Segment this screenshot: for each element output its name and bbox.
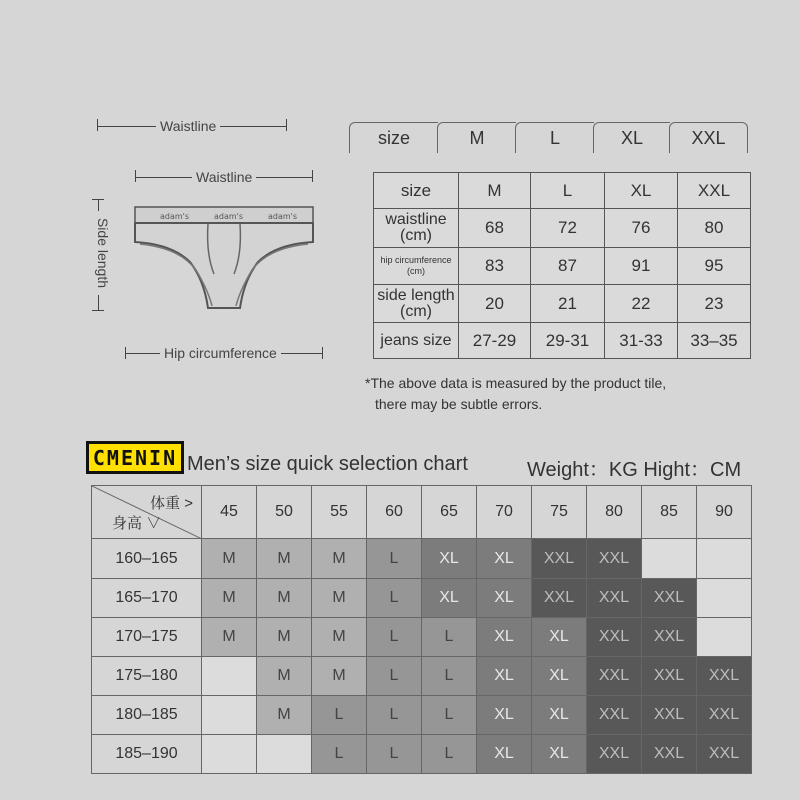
size-cell: M — [257, 657, 312, 696]
height-range-cell: 165–170 — [92, 579, 202, 618]
size-cell: XL — [532, 735, 587, 774]
empty-cell — [697, 618, 752, 657]
header-cell: M — [459, 173, 531, 209]
size-cell: XXL — [697, 696, 752, 735]
dim-tick — [97, 119, 98, 131]
table-row — [92, 657, 752, 696]
size-cell: XXL — [532, 539, 587, 579]
weight-header-cell: 85 — [642, 486, 697, 539]
size-cell: XXL — [587, 579, 642, 618]
row-label-line1: jeans size — [380, 331, 452, 349]
chart-title: Men’s size quick selection chart — [187, 453, 468, 475]
row-label-line2: (cm) — [400, 227, 432, 244]
weight-header-cell: 70 — [477, 486, 532, 539]
dim-tick — [312, 170, 313, 182]
tab-xl: XL — [593, 122, 670, 153]
weight-header-cell: 80 — [587, 486, 642, 539]
size-cell: XXL — [697, 657, 752, 696]
empty-cell — [697, 539, 752, 579]
value-cell: 72 — [531, 209, 605, 248]
dim-tick — [286, 119, 287, 131]
tab-size: size — [349, 122, 438, 153]
row-label-line2: (cm) — [407, 266, 425, 276]
height-range-cell: 175–180 — [92, 657, 202, 696]
height-range-cell: 185–190 — [92, 735, 202, 774]
briefs-body — [135, 223, 313, 308]
table-row — [374, 248, 751, 285]
table-row — [92, 735, 752, 774]
weight-header-cell: 45 — [202, 486, 257, 539]
size-cell: M — [257, 696, 312, 735]
brand-text: CMENIN — [92, 445, 178, 470]
value-cell: 20 — [459, 285, 531, 323]
dim-tick — [322, 347, 323, 359]
size-cell: XXL — [532, 579, 587, 618]
empty-cell — [257, 735, 312, 774]
units-label: Weight：KG Hight：CM — [527, 459, 742, 481]
empty-cell — [642, 539, 697, 579]
size-cell: XL — [532, 618, 587, 657]
row-label-line1: hip circumference — [380, 255, 452, 265]
band-logo: adam's — [214, 212, 244, 221]
size-cell: L — [422, 735, 477, 774]
size-cell: XL — [477, 539, 532, 579]
weight-header-cell: 50 — [257, 486, 312, 539]
height-range-cell: 180–185 — [92, 696, 202, 735]
size-cell: XL — [477, 618, 532, 657]
row-label-line1: side length — [377, 286, 455, 304]
weight-header-cell: 55 — [312, 486, 367, 539]
table-row — [92, 618, 752, 657]
size-cell: XXL — [642, 696, 697, 735]
header-cell: size — [374, 173, 459, 209]
weight-axis-label: 体重 > — [150, 495, 193, 512]
table-row — [374, 209, 751, 248]
dim-tick — [135, 170, 136, 182]
tab-m: M — [437, 122, 516, 153]
size-cell: XL — [477, 696, 532, 735]
empty-cell — [202, 696, 257, 735]
size-cell: M — [257, 579, 312, 618]
size-cell: M — [257, 618, 312, 657]
empty-cell — [202, 657, 257, 696]
value-cell: 95 — [678, 248, 751, 285]
table-row — [374, 323, 751, 359]
size-cell: XXL — [642, 618, 697, 657]
table-row — [92, 539, 752, 579]
header-cell: XL — [605, 173, 678, 209]
quick-selection-table — [91, 485, 752, 774]
row-label — [374, 323, 459, 359]
table-row — [374, 173, 751, 209]
size-cell: L — [312, 735, 367, 774]
size-cell: XXL — [642, 657, 697, 696]
height-range-cell: 160–165 — [92, 539, 202, 579]
size-tab-bar — [349, 122, 747, 152]
corner-cell — [92, 486, 202, 539]
size-cell: XXL — [587, 696, 642, 735]
waistline-inner-label: Waistline — [192, 169, 256, 185]
size-cell: XL — [532, 696, 587, 735]
size-cell: XL — [477, 579, 532, 618]
side-length-label: Side length — [95, 211, 111, 295]
size-cell: M — [202, 539, 257, 579]
size-cell: XXL — [587, 735, 642, 774]
row-label-line2: (cm) — [400, 302, 432, 320]
row-label-line1: waistline — [385, 211, 447, 228]
value-cell: 27-29 — [459, 323, 531, 359]
brand-logo — [86, 441, 184, 474]
value-cell: 23 — [678, 285, 751, 323]
size-cell: XXL — [642, 579, 697, 618]
size-cell: L — [422, 696, 477, 735]
table-row — [92, 696, 752, 735]
size-cell: XXL — [587, 618, 642, 657]
size-cell: L — [422, 657, 477, 696]
height-axis-label: 身高 ∨ — [112, 515, 162, 532]
value-cell: 76 — [605, 209, 678, 248]
value-cell: 83 — [459, 248, 531, 285]
size-cell: XXL — [587, 539, 642, 579]
tab-xxl: XXL — [669, 122, 748, 153]
value-cell: 68 — [459, 209, 531, 248]
size-cell: L — [367, 696, 422, 735]
value-cell: 87 — [531, 248, 605, 285]
value-cell: 33–35 — [678, 323, 751, 359]
size-cell: XXL — [587, 657, 642, 696]
size-cell: XL — [477, 735, 532, 774]
tab-l: L — [515, 122, 594, 153]
note-line1: *The above data is measured by the product tile, — [365, 375, 667, 391]
table-row — [92, 579, 752, 618]
size-cell: XL — [532, 657, 587, 696]
size-cell: L — [422, 618, 477, 657]
size-cell: M — [312, 539, 367, 579]
table-row — [374, 285, 751, 323]
waistline-outer-label: Waistline — [156, 118, 220, 134]
size-cell: M — [312, 579, 367, 618]
size-cell: L — [312, 696, 367, 735]
row-label — [374, 209, 459, 248]
size-cell: XL — [422, 579, 477, 618]
size-cell: M — [202, 618, 257, 657]
table-header-row — [92, 486, 752, 539]
size-cell: L — [367, 539, 422, 579]
weight-header-cell: 90 — [697, 486, 752, 539]
row-label — [374, 285, 459, 323]
row-label — [374, 248, 459, 285]
value-cell: 29-31 — [531, 323, 605, 359]
empty-cell — [697, 579, 752, 618]
size-table — [373, 172, 751, 359]
hip-circumference-label: Hip circumference — [160, 345, 281, 361]
size-cell: L — [367, 618, 422, 657]
dim-tick — [92, 310, 104, 311]
size-cell: XL — [477, 657, 532, 696]
band-logo: adam's — [160, 212, 190, 221]
header-cell: L — [531, 173, 605, 209]
size-cell: M — [257, 539, 312, 579]
weight-header-cell: 75 — [532, 486, 587, 539]
band-logo: adam's — [268, 212, 298, 221]
value-cell: 80 — [678, 209, 751, 248]
size-cell: M — [202, 579, 257, 618]
size-cell: L — [367, 657, 422, 696]
size-cell: XXL — [642, 735, 697, 774]
note-line2: there may be subtle errors. — [375, 396, 543, 412]
measurement-note — [365, 373, 666, 415]
value-cell: 91 — [605, 248, 678, 285]
empty-cell — [202, 735, 257, 774]
size-cell: M — [312, 618, 367, 657]
value-cell: 31-33 — [605, 323, 678, 359]
height-range-cell: 170–175 — [92, 618, 202, 657]
size-cell: L — [367, 579, 422, 618]
size-cell: XXL — [697, 735, 752, 774]
value-cell: 22 — [605, 285, 678, 323]
size-cell: M — [312, 657, 367, 696]
size-cell: L — [367, 735, 422, 774]
weight-header-cell: 65 — [422, 486, 477, 539]
value-cell: 21 — [531, 285, 605, 323]
briefs-illustration — [132, 204, 316, 316]
size-cell: XL — [422, 539, 477, 579]
header-cell: XXL — [678, 173, 751, 209]
weight-header-cell: 60 — [367, 486, 422, 539]
